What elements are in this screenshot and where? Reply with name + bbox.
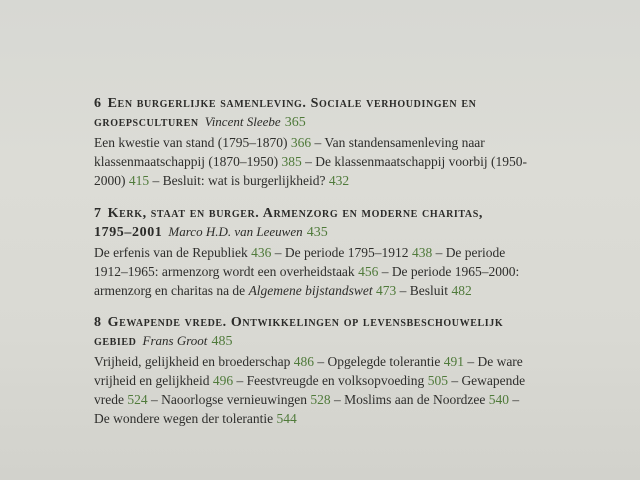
chapter-title: 1795–2001	[94, 225, 163, 240]
section-title: – Opgelegde tolerantie	[314, 354, 444, 369]
chapter-number: 7	[94, 206, 102, 221]
section-title: vrede	[94, 392, 128, 407]
chapter-title-line	[94, 113, 594, 132]
section-title: 1912–1965: armenzorg wordt een overheidstaak	[94, 264, 359, 279]
chapter-number: 6	[94, 96, 102, 111]
section-title: – De ware	[463, 354, 523, 369]
section-list	[94, 352, 594, 428]
section-title: Een kwestie van stand (1795–1870)	[94, 135, 291, 150]
section-title: – Moslims aan de Noordzee	[330, 392, 489, 407]
section-line	[94, 171, 594, 190]
chapter-title: Een burgerlijke samenleving. Sociale verhoudingen en	[107, 96, 477, 111]
page-number: 435	[306, 225, 328, 240]
page-number: 473	[376, 283, 397, 298]
law-title: Algemene bijstandswet	[248, 283, 373, 298]
section-line	[94, 281, 594, 300]
page-number: 482	[451, 283, 472, 298]
chapter-title-line	[94, 314, 594, 332]
section-title: – Van standensamenleving naar	[311, 135, 485, 150]
chapter-title-line	[94, 223, 594, 242]
section-title: De erfenis van de Republiek	[94, 245, 252, 260]
chapter-title: groepsculturen	[94, 115, 199, 130]
section-line	[94, 152, 594, 171]
page-number: 436	[251, 245, 272, 260]
section-title: vrijheid en gelijkheid	[94, 373, 213, 388]
chapter-author: Frans Groot	[142, 333, 208, 348]
page-number: 544	[276, 411, 297, 426]
page-number: 415	[128, 173, 150, 188]
section-line	[94, 133, 594, 152]
section-title: –	[509, 392, 520, 407]
section-title: – De periode	[432, 245, 506, 260]
section-title: – Feestvreugde en volksopvoeding	[233, 373, 428, 388]
page-number: 366	[290, 135, 312, 150]
toc-entry-7	[94, 205, 594, 300]
page-number: 456	[358, 264, 379, 279]
section-title: Vrijheid, gelijkheid en broederschap	[94, 354, 294, 369]
section-line	[94, 390, 594, 409]
section-title: 2000)	[94, 173, 129, 188]
chapter-title-line	[94, 95, 594, 113]
section-title: – De periode 1965–2000:	[378, 264, 520, 279]
chapter-author: Marco H.D. van Leeuwen	[168, 224, 303, 239]
page-number: 432	[328, 173, 350, 188]
chapter-title-line	[94, 205, 594, 223]
section-title: De wondere wegen der tolerantie	[94, 411, 277, 426]
section-title: – Besluit: wat is burgerlijkheid?	[149, 173, 329, 188]
section-title: – Besluit	[396, 283, 452, 298]
section-line	[94, 262, 594, 281]
section-line	[94, 409, 594, 428]
toc-entry-6	[94, 95, 594, 190]
page-number: 365	[284, 115, 306, 130]
page-number: 385	[281, 154, 302, 169]
section-title: – Gewapende	[447, 373, 526, 388]
page-number: 491	[443, 354, 464, 369]
page-number: 485	[211, 334, 233, 349]
chapter-title-line	[94, 332, 594, 351]
page-number: 496	[212, 373, 234, 388]
section-line	[94, 352, 594, 371]
page-number: 524	[127, 392, 148, 407]
chapter-title: Kerk, staat en burger. Armenzorg en moderne charitas,	[107, 206, 484, 221]
chapter-title: Gewapende vrede. Ontwikkelingen op levensbeschouwelijk	[107, 315, 504, 330]
chapter-number: 8	[94, 315, 102, 330]
page-number: 540	[488, 392, 510, 407]
chapter-heading	[94, 205, 594, 242]
section-title: armenzorg en charitas na de	[94, 283, 249, 298]
chapter-author: Vincent Sleebe	[204, 114, 281, 129]
section-list	[94, 133, 594, 190]
section-title: – Naoorlogse vernieuwingen	[147, 392, 311, 407]
section-title: – De klassenmaatschappij voorbij (1950-	[301, 154, 528, 169]
page-number: 505	[427, 373, 448, 388]
page-number: 438	[411, 245, 433, 260]
chapter-title: gebied	[94, 334, 137, 349]
section-title: – De periode 1795–1912	[271, 245, 412, 260]
toc-entry-8	[94, 314, 594, 428]
section-line	[94, 243, 594, 262]
chapter-heading	[94, 314, 594, 351]
chapter-heading	[94, 95, 594, 132]
section-list	[94, 243, 594, 300]
page-number: 528	[310, 392, 331, 407]
page-number: 486	[293, 354, 314, 369]
section-line	[94, 371, 594, 390]
section-title: klassenmaatschappij (1870–1950)	[94, 154, 282, 169]
